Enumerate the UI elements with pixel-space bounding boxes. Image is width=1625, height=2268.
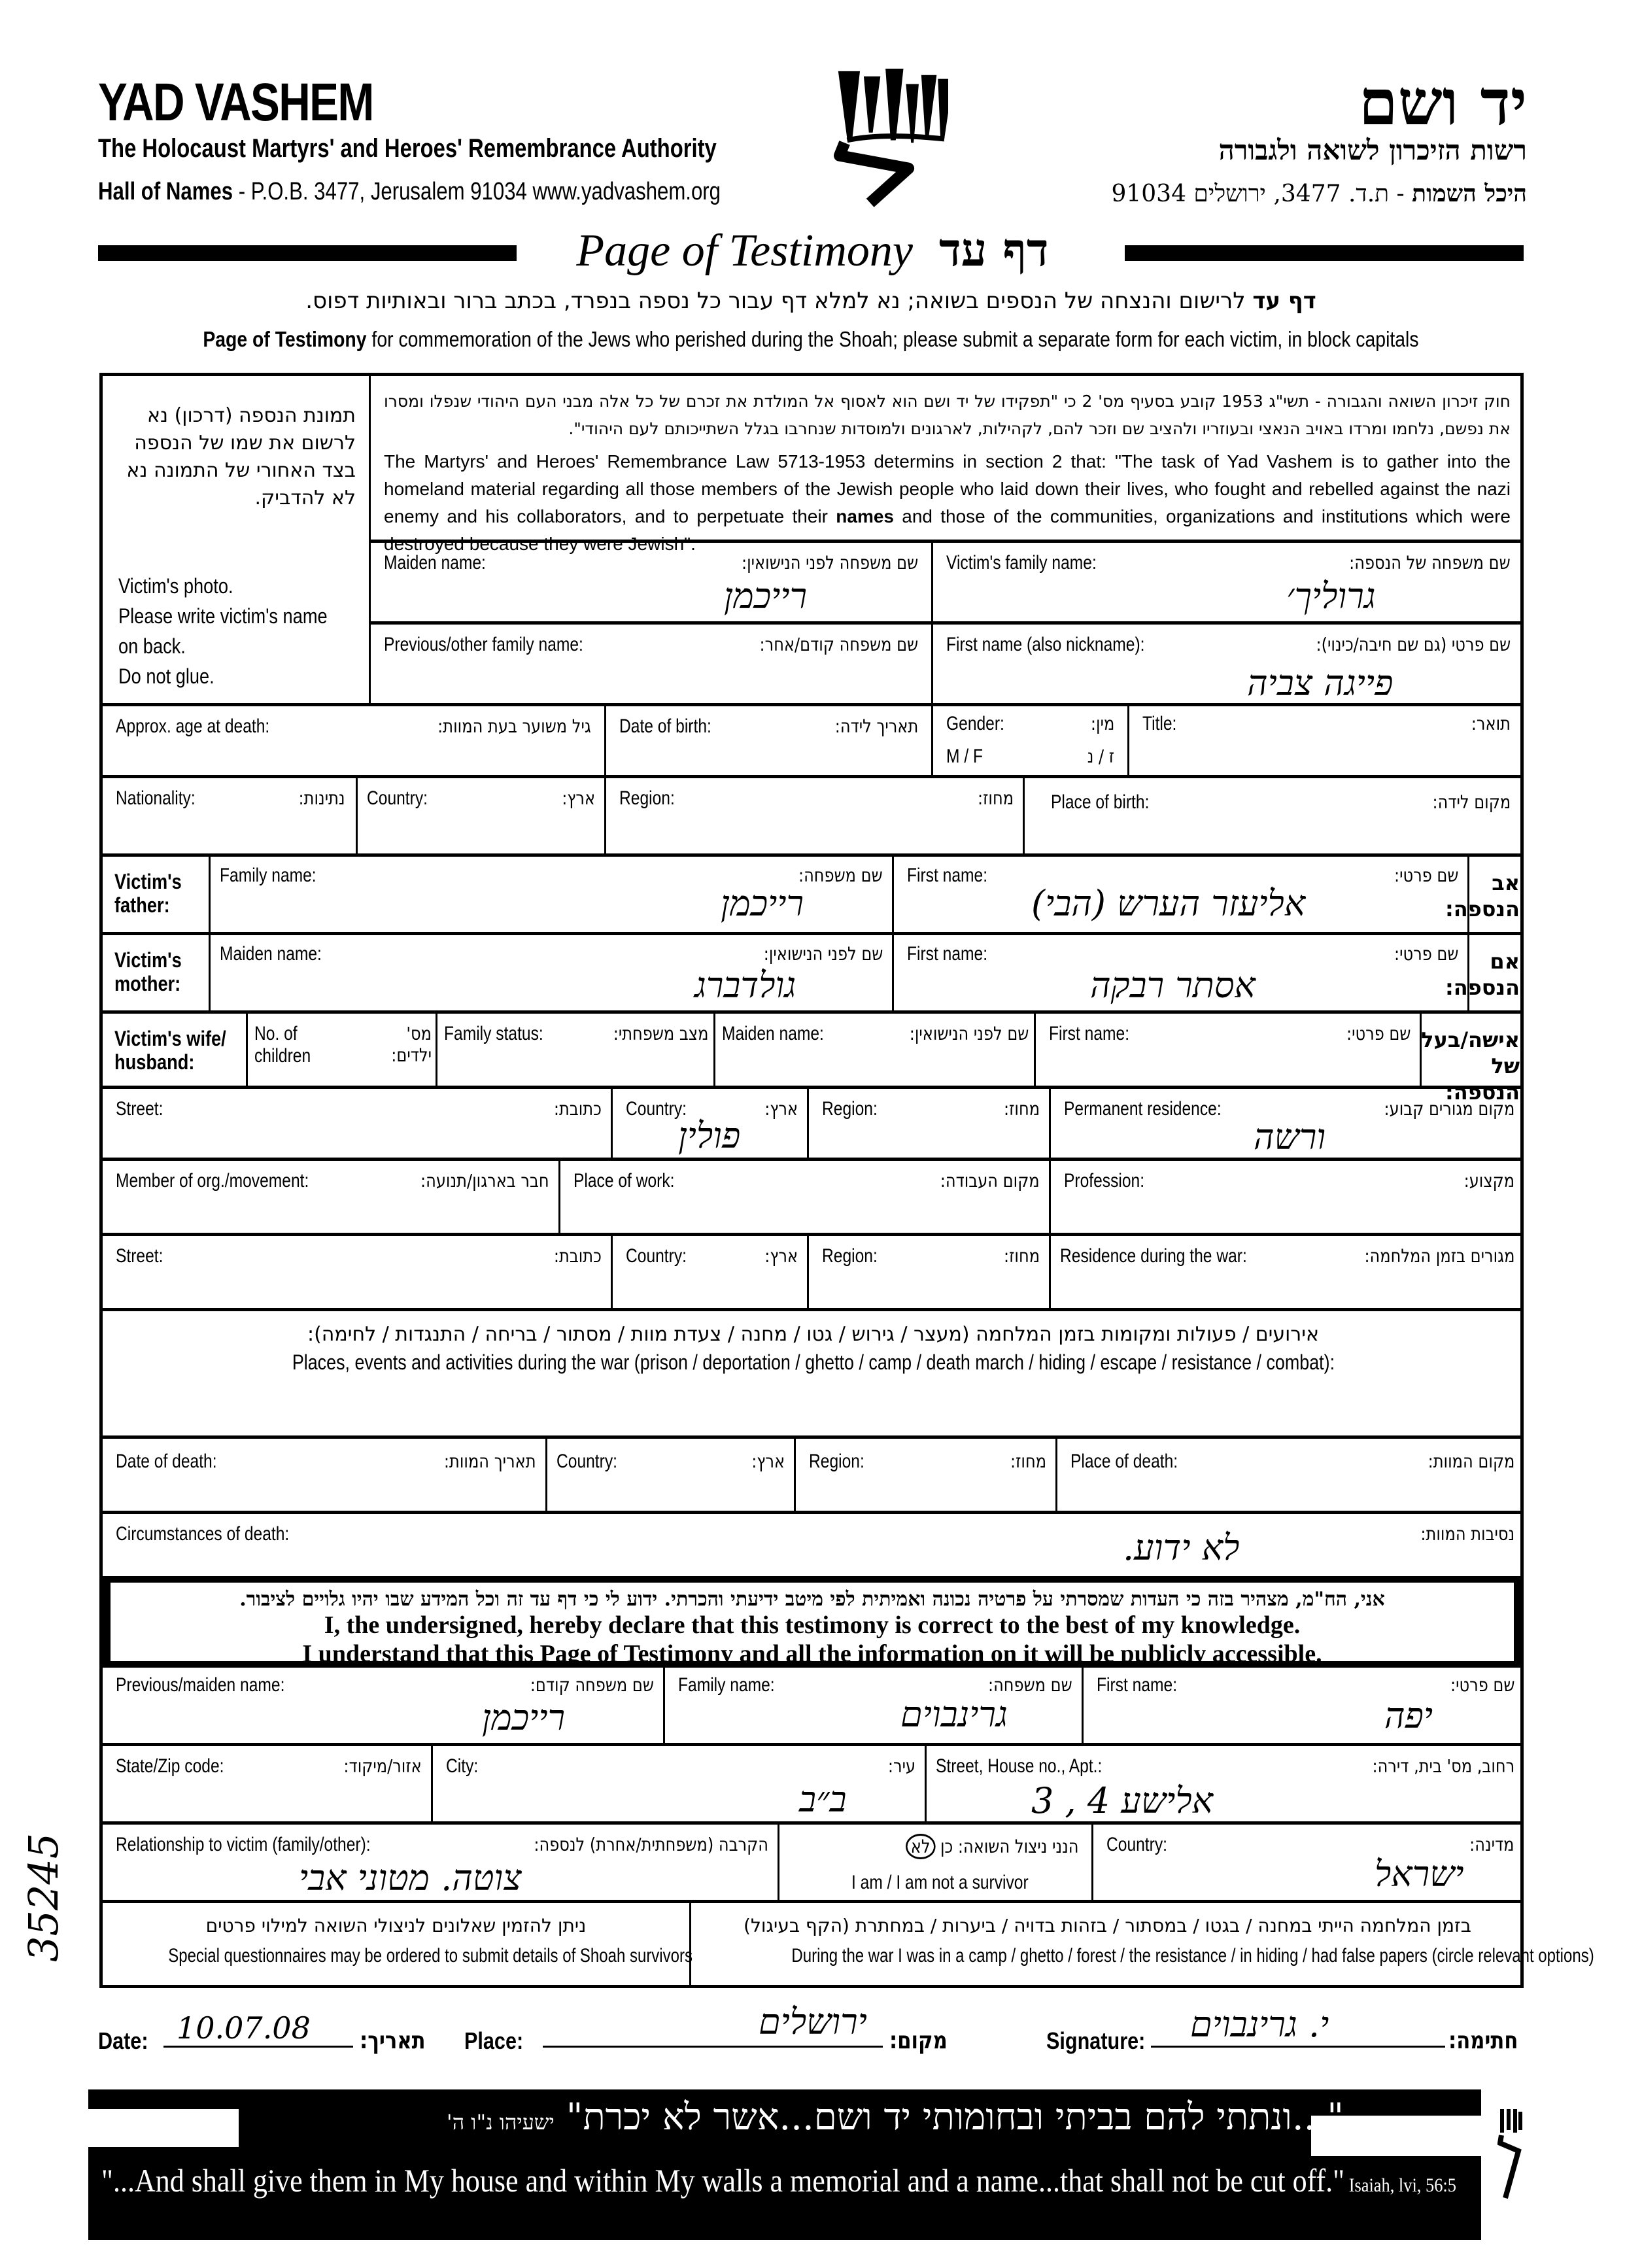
gender-field[interactable] xyxy=(933,706,1129,778)
questionnaire-note xyxy=(103,1903,691,1985)
signature-row xyxy=(98,2001,1524,2067)
place-value: ירושלים xyxy=(759,2001,867,2042)
label-en: Relationship to victim (family/other): xyxy=(116,1834,371,1855)
war-experience-en xyxy=(691,1945,1594,1967)
gender-options-en[interactable]: M / F xyxy=(946,746,984,767)
questionnaire-en-text: Special questionnaires may be ordered to submit details of Shoah survivors xyxy=(168,1945,693,1967)
children-count-field[interactable] xyxy=(248,1014,437,1089)
archive-number: 35245 xyxy=(20,1832,67,1962)
handwritten-value: פייגה צביה xyxy=(1247,662,1394,704)
death-country-field[interactable] xyxy=(547,1439,796,1514)
mother-label-he: אם הנספה: xyxy=(1445,949,1520,1000)
handwritten-value: לא ידוע. xyxy=(1123,1527,1240,1568)
circumstances-of-death-field[interactable] xyxy=(103,1514,1524,1579)
label-en: First name (also nickname): xyxy=(946,634,1145,655)
hall-label-he: היכל השמות xyxy=(1412,180,1527,207)
label-en: Place of birth: xyxy=(1051,791,1150,813)
address-text-he: - ת.ד. 3477, ירושלים 91034 xyxy=(1111,180,1412,207)
handwritten-value: פולין xyxy=(678,1115,741,1156)
handwritten-value: גולדברג xyxy=(694,965,796,1006)
label-he: שם משפחה קודם/אחר: xyxy=(759,634,918,655)
label-en: Country: xyxy=(626,1245,687,1267)
label-en: Region: xyxy=(809,1451,864,1472)
label-en: Street: xyxy=(116,1098,163,1120)
photo-line: on back. xyxy=(118,634,186,658)
survivor-no-circled[interactable]: לא xyxy=(906,1834,935,1859)
family-status-field[interactable] xyxy=(437,1014,715,1089)
page-title-en: Page of Testimony xyxy=(576,226,913,276)
label-en: Nationality: xyxy=(116,787,196,809)
label-en: Circumstances of death: xyxy=(116,1523,290,1545)
label-he: ארץ: xyxy=(764,1245,798,1267)
label-he: מחוז: xyxy=(977,787,1014,809)
place-input[interactable] xyxy=(543,2001,883,2048)
label-he: שם לפני הנישואין: xyxy=(763,943,883,965)
war-experience-en-text: During the war I was in a camp / ghetto / forest / the resistance / in hiding / had false papers (circle relevant options) xyxy=(791,1945,1594,1967)
footer-quote-en xyxy=(101,2161,1456,2199)
law-text-he: חוק זיכרון השואה והגבורה - תשי"ג 1953 קובע בסעיף מס' 2 כי "תפקידו של יד ושם הוא לאסוף אל המולדת את זכרם של כל אלה מבני העם היהודי שנפלו ומסרו את נפשם, נלחמו ומרדו באויב הנאצי ובעוזריו ולהציב שם וזכר להם, לקהילות, לארגונים ולמוסדות שנחרבו בגלל השתייכותם לעם היהודי". xyxy=(384,392,1511,438)
label-en: Region: xyxy=(822,1098,878,1120)
declaration-en-2: I understand that this Page of Testimony and all the information on it will be publicly accessible. xyxy=(302,1640,1322,1668)
survivor-status-field[interactable] xyxy=(779,1825,1093,1903)
org-subtitle-en: The Holocaust Martyrs' and Heroes' Remembrance Authority xyxy=(98,134,717,163)
events-label-he: אירועים / פעולות ומקומות בזמן המלחמה (מעצר / גירוש / גטו / מחנה / צעדת מוות / מסתור / בריחה / התנגדות / לחימה): xyxy=(307,1323,1320,1346)
footer-quote-he-text: "...ונתתי להם בביתי ובחומותי יד ושם...אשר לא יכרת" xyxy=(566,2096,1344,2139)
declaration-box xyxy=(103,1576,1520,1668)
org-membership-field[interactable] xyxy=(103,1161,560,1236)
war-country-field[interactable] xyxy=(613,1236,809,1311)
handwritten-value: רייכמן xyxy=(721,883,804,924)
address-text: - P.O.B. 3477, Jerusalem 91034 www.yadvashem.org xyxy=(233,178,721,205)
label-he: מצב משפחתי: xyxy=(613,1023,708,1044)
place-of-work-field[interactable] xyxy=(560,1161,1051,1236)
intro-en-bold: Page of Testimony xyxy=(203,327,367,351)
intro-en-text: for commemoration of the Jews who perished during the Shoah; please submit a separate form for each victim, in block capitals xyxy=(366,327,1419,351)
label-he: רחוב, מס' בית, דירה: xyxy=(1372,1755,1514,1777)
label-he: כתובת: xyxy=(554,1098,602,1120)
label-en: Previous/other family name: xyxy=(384,634,583,655)
submitter-street-field[interactable] xyxy=(927,1746,1524,1825)
label-he: מס' ילדים: xyxy=(391,1023,432,1066)
submitter-city-field[interactable] xyxy=(433,1746,927,1825)
footer-quote-he xyxy=(447,2096,1344,2139)
residence-region-field[interactable] xyxy=(809,1089,1051,1161)
label-he: מקום מגורים קבוע: xyxy=(1384,1098,1514,1120)
label-he: מדינה: xyxy=(1469,1834,1514,1855)
yad-vashem-logo-icon xyxy=(830,69,948,209)
label-en: First name: xyxy=(1049,1023,1130,1044)
label-en: Street: xyxy=(116,1245,163,1267)
date-of-birth-field[interactable] xyxy=(606,706,933,778)
label-en: Street, House no., Apt.: xyxy=(936,1755,1103,1777)
handwritten-value: ורשה xyxy=(1254,1116,1326,1158)
label-en: Place of death: xyxy=(1070,1451,1178,1472)
label-he: מקום העבודה: xyxy=(940,1170,1040,1192)
submitter-first-name-field[interactable] xyxy=(1084,1668,1524,1746)
label-en: Country: xyxy=(367,787,428,809)
mother-first-name-field[interactable] xyxy=(894,935,1469,1014)
label-he: שם פרטי: xyxy=(1346,1023,1411,1044)
father-label-en: Victim's father: xyxy=(114,870,182,917)
age-at-death-field[interactable] xyxy=(103,706,606,778)
label-he: תואר: xyxy=(1471,713,1511,734)
label-en: Title: xyxy=(1142,713,1177,734)
handwritten-value: אליעזר הערש (הבי) xyxy=(1031,883,1306,924)
label-en: Family name: xyxy=(220,865,316,886)
place-label-en: Place: xyxy=(464,2027,524,2054)
label-en: Family name: xyxy=(678,1674,775,1696)
hall-label: Hall of Names xyxy=(98,178,233,205)
father-first-name-field[interactable] xyxy=(894,857,1469,935)
war-residence-field[interactable] xyxy=(1051,1236,1524,1311)
questionnaire-he: ניתן להזמין שאלונים לניצולי השואה למילוי פרטים xyxy=(205,1915,587,1936)
spouse-label-he: אישה/בעל של הנספה: xyxy=(1421,1027,1520,1105)
father-side-label xyxy=(103,857,211,935)
label-en: Region: xyxy=(619,787,675,809)
label-he: שם משפחה: xyxy=(798,865,883,886)
handwritten-value: צוטה. מטוני אבי xyxy=(299,1857,522,1899)
label-en: No. of children xyxy=(254,1023,311,1067)
place-of-birth-field[interactable] xyxy=(1025,778,1524,857)
war-region-field[interactable] xyxy=(809,1236,1051,1311)
spouse-first-name-field[interactable] xyxy=(1036,1014,1422,1089)
handwritten-value: רייכמן xyxy=(482,1697,566,1738)
war-street-field[interactable] xyxy=(103,1236,613,1311)
law-text-en xyxy=(384,448,1511,558)
war-experience-he: בזמן המלחמה הייתי במחנה / בגטו / במסתור / בזהות בדויה / ביערות / במחתרת (הקף בעיגול) xyxy=(744,1915,1471,1936)
label-en: Maiden name: xyxy=(722,1023,824,1044)
place-label-he: מקום: xyxy=(889,2027,948,2054)
org-name-he: יד ושם xyxy=(1358,65,1527,139)
father-family-name-field[interactable] xyxy=(211,857,894,935)
small-logo-icon xyxy=(1497,2109,1524,2201)
label-en: City: xyxy=(446,1755,479,1777)
victim-maiden-name-field[interactable] xyxy=(371,543,933,625)
label-he: מחוז: xyxy=(1003,1245,1040,1267)
footer-quote-en-text: "...And shall give them in My house and within My walls a memorial and a name...that shall not be cut off." xyxy=(101,2162,1345,2199)
label-he: שם משפחה של הנספה: xyxy=(1349,552,1511,574)
label-he: שם משפחה קודם: xyxy=(530,1674,654,1696)
handwritten-value: גרוליך׳ xyxy=(1286,576,1376,617)
testimony-form xyxy=(99,373,1594,1988)
label-he: כתובת: xyxy=(554,1245,602,1267)
label-en: First name: xyxy=(907,943,988,965)
submitter-family-name-field[interactable] xyxy=(665,1668,1084,1746)
label-en: Place of work: xyxy=(573,1170,675,1192)
photo-line: Victim's photo. xyxy=(118,574,233,598)
date-label-he: תאריך: xyxy=(360,2027,426,2054)
label-he: הקרבה (משפחתית/אחרת) לנספה: xyxy=(534,1834,768,1855)
handwritten-value: רייכמן xyxy=(724,576,808,617)
label-en: Country: xyxy=(1106,1834,1167,1855)
declaration-en-1: I, the undersigned, hereby declare that this testimony is correct to the best of my knowledge. xyxy=(324,1611,1301,1639)
intro-en xyxy=(98,327,1524,352)
label-en: Country: xyxy=(626,1098,687,1120)
label-he: תאריך לידה: xyxy=(834,715,918,737)
death-region-field[interactable] xyxy=(796,1439,1057,1514)
label-en: Permanent residence: xyxy=(1064,1098,1222,1120)
handwritten-value: גרינבוים xyxy=(900,1694,1008,1735)
events-label-en xyxy=(103,1350,1524,1375)
date-label-en: Date: xyxy=(98,2027,148,2054)
relationship-field[interactable] xyxy=(103,1825,779,1903)
label-en: Maiden name: xyxy=(220,943,322,965)
victim-first-name-field[interactable] xyxy=(933,625,1524,706)
gender-options-he[interactable]: ז / נ xyxy=(1087,746,1114,767)
spouse-side-label-he xyxy=(1421,1014,1524,1105)
father-label-he: אב הנספה: xyxy=(1445,870,1520,921)
label-en: Maiden name: xyxy=(384,552,486,574)
org-address-en xyxy=(98,178,721,206)
victim-previous-name-field[interactable] xyxy=(371,625,933,706)
label-he: מגורים בזמן המלחמה: xyxy=(1364,1245,1514,1267)
label-he: מחוז: xyxy=(1010,1451,1046,1472)
signature-input[interactable] xyxy=(1151,2004,1445,2048)
mother-side-label xyxy=(103,935,211,1014)
label-he: מקום המוות: xyxy=(1428,1451,1514,1472)
photo-line: Do not glue. xyxy=(118,664,214,688)
label-he: שם לפני הנישואין: xyxy=(909,1023,1029,1044)
footer-ref-en: Isaiah, lvi, 56:5 xyxy=(1344,2174,1456,2196)
handwritten-value: ב״ב xyxy=(799,1779,847,1820)
date-input[interactable] xyxy=(163,2010,353,2048)
mother-maiden-name-field[interactable] xyxy=(211,935,894,1014)
photo-line: Please write victim's name xyxy=(118,604,328,628)
label-en: Profession: xyxy=(1064,1170,1145,1192)
footer-notch-left xyxy=(88,2109,239,2147)
intro-he-text: לרישום והנצחה של הנספים בשואה; נא למלא דף עבור כל נספה בנפרד, בכתב ברור ובאותיות דפוס. xyxy=(305,288,1253,314)
label-en: Member of org./movement: xyxy=(116,1170,309,1192)
spouse-label-en: Victim's wife/ husband: xyxy=(114,1027,226,1074)
label-en: Region: xyxy=(822,1245,878,1267)
law-en-part: and those of the communities, organizations and institutions which were destroyed because they were Jewish". xyxy=(384,506,1511,554)
birth-region-field[interactable] xyxy=(606,778,1025,857)
declaration-he: אני, הח"מ, מצהיר בזה כי העדות שמסרתי על פרטיה נכונה ואמיתית לפי מיטב ידיעתי והכרתי. ידוע לי כי דף עד זה וכל המידע שבו יהיו גלויים לציבור. xyxy=(239,1588,1385,1611)
submitter-country-field[interactable] xyxy=(1093,1825,1524,1903)
label-en: First name: xyxy=(1097,1674,1178,1696)
intro-he-bold: דף עד xyxy=(1252,288,1316,314)
street-field[interactable] xyxy=(103,1089,613,1161)
handwritten-value: אסתר רבקה xyxy=(1090,965,1256,1006)
label-he: חבר בארגון/תנועה: xyxy=(420,1170,549,1192)
war-experience-options[interactable] xyxy=(691,1903,1594,1985)
handwritten-value: יפה xyxy=(1384,1695,1433,1736)
label-he: גיל משוער בעת המוות: xyxy=(437,715,591,737)
residence-country-field[interactable] xyxy=(613,1089,809,1161)
label-he: מקום לידה: xyxy=(1432,791,1511,813)
label-en: First name: xyxy=(907,865,988,886)
survivor-label-he xyxy=(906,1834,1078,1859)
label-en: Victim's family name: xyxy=(946,552,1097,574)
profession-field[interactable] xyxy=(1051,1161,1524,1236)
footer-quote-band xyxy=(88,2089,1481,2240)
birth-country-field[interactable] xyxy=(358,778,606,857)
label-he: מין: xyxy=(1090,713,1114,734)
label-he: אזור/מיקוד: xyxy=(343,1755,422,1777)
handwritten-value: ישראל xyxy=(1375,1853,1464,1895)
spouse-side-label xyxy=(103,1014,248,1089)
label-he: שם פרטי: xyxy=(1450,1674,1514,1696)
nationality-field[interactable] xyxy=(103,778,358,857)
label-he: נתינות: xyxy=(298,787,345,809)
label-he: שם פרטי (גם שם חיבה/כינוי): xyxy=(1316,634,1511,655)
label-he: תאריך המוות: xyxy=(444,1451,536,1472)
label-en: Approx. age at death: xyxy=(116,715,270,737)
intro-he xyxy=(98,288,1524,314)
label-he: שם משפחה לפני הנישואין: xyxy=(741,552,918,574)
label-en: Residence during the war: xyxy=(1060,1245,1247,1267)
date-value: 10.07.08 xyxy=(177,2010,311,2046)
page-title xyxy=(0,222,1625,277)
label-he: ארץ: xyxy=(764,1098,798,1120)
place-of-death-field[interactable] xyxy=(1057,1439,1524,1514)
photo-instructions-en xyxy=(118,571,328,691)
questionnaire-en xyxy=(103,1945,693,1967)
spouse-maiden-name-field[interactable] xyxy=(715,1014,1036,1089)
label-he: נסיבות המוות: xyxy=(1420,1523,1514,1545)
label-en: Previous/maiden name: xyxy=(116,1674,285,1696)
label-he: שם פרטי: xyxy=(1394,865,1458,886)
label-he: שם משפחה: xyxy=(988,1674,1072,1696)
label-he: ארץ: xyxy=(751,1451,785,1472)
label-he: עיר: xyxy=(887,1755,915,1777)
handwritten-value: אלישע 4 , 3 xyxy=(1031,1780,1213,1821)
org-subtitle-he: רשות הזיכרון לשואה ולגבורה xyxy=(1218,134,1527,166)
label-en: Family status: xyxy=(444,1023,543,1044)
org-name-en: YAD VASHEM xyxy=(98,73,373,132)
label-he: מקצוע: xyxy=(1463,1170,1514,1192)
law-en-bold: names xyxy=(836,506,894,526)
victim-family-name-field[interactable] xyxy=(933,543,1524,625)
permanent-residence-field[interactable] xyxy=(1051,1089,1524,1161)
submitter-zip-field[interactable] xyxy=(103,1746,433,1825)
footer-ref-he: ישעיהו נ"ו ה' xyxy=(446,2110,555,2135)
signature-label-en: Signature: xyxy=(1046,2027,1146,2054)
label-en: Date of birth: xyxy=(619,715,711,737)
law-en-part: The Martyrs' and Heroes' Remembrance Law 5713-1953 determins in section 2 that: "The task of Yad Vashem is to gather into the homeland material regarding all those members of the Jewish people who laid down their lives, who fought and rebelled against the nazi enemy and his collaborators, and to perpetuate their xyxy=(384,451,1511,526)
law-text-box xyxy=(371,376,1524,554)
signature-value: י. גרינבוים xyxy=(1190,2004,1329,2045)
survivor-label-en: I am / I am not a survivor xyxy=(851,1872,1029,1893)
father-side-label-he xyxy=(1445,857,1524,935)
org-address-he xyxy=(1111,180,1527,207)
mother-side-label-he xyxy=(1445,935,1524,1014)
page-title-he: דף עד xyxy=(939,222,1049,277)
survivor-yes-label[interactable]: הנני ניצול השואה: כן xyxy=(940,1836,1078,1857)
label-he: ארץ: xyxy=(562,787,595,809)
submitter-prev-name-field[interactable] xyxy=(103,1668,665,1746)
war-events-field[interactable] xyxy=(103,1311,1524,1439)
photo-instructions-he: תמונת הנספה (דרכון) נא לרשום את שמו של הנספה בצד האחורי של התמונה נא לא להדביק. xyxy=(126,404,356,509)
title-field[interactable] xyxy=(1129,706,1524,778)
photo-box[interactable] xyxy=(103,376,371,706)
label-en: Date of death: xyxy=(116,1451,217,1472)
date-of-death-field[interactable] xyxy=(103,1439,547,1514)
signature-label-he: חתימה: xyxy=(1448,2027,1518,2054)
label-en: Country: xyxy=(556,1451,617,1472)
mother-label-en: Victim's mother: xyxy=(114,948,182,995)
label-en: Gender: xyxy=(946,713,1004,734)
label-en: State/Zip code: xyxy=(116,1755,224,1777)
label-he: שם פרטי: xyxy=(1394,943,1458,965)
label-he: מחוז: xyxy=(1003,1098,1040,1120)
events-label-en-text: Places, events and activities during the war (prison / deportation / ghetto / camp / death march / hiding / escape / resistance / combat): xyxy=(292,1350,1335,1374)
